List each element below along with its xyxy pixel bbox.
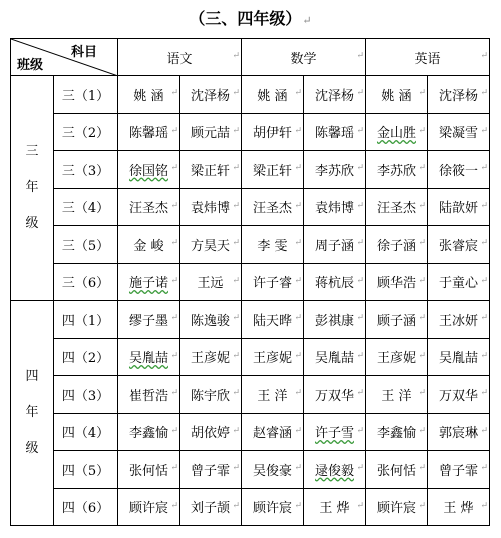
teacher-name: 蒋杭辰: [314, 276, 354, 292]
teacher-name: 徐国铭: [128, 163, 168, 179]
teacher-name: 陆歆妍: [438, 201, 478, 217]
paragraph-mark-icon: ↵: [232, 463, 240, 474]
paragraph-mark-icon: ↵: [302, 14, 312, 27]
teacher-cell: [242, 263, 304, 301]
class-cell: 三（1）: [54, 76, 118, 114]
teacher-cell: [180, 188, 242, 226]
paragraph-mark-icon: ↵: [356, 163, 364, 174]
teacher-name: 金山胜: [376, 126, 416, 142]
teacher-name: 王 洋: [257, 388, 288, 404]
teacher-cell: [428, 413, 490, 451]
subject-header-english: 英语 ↵: [366, 39, 490, 76]
paragraph-mark-icon: ↵: [294, 238, 302, 249]
teacher-name: 吴胤喆: [314, 351, 354, 367]
paragraph-mark-icon: ↵: [170, 88, 178, 99]
teacher-cell: [242, 226, 304, 264]
teacher-name: 胡依婷: [190, 426, 230, 442]
paragraph-mark-icon: ↵: [294, 388, 302, 399]
paragraph-mark-icon: ↵: [170, 388, 178, 399]
teacher-cell: [428, 338, 490, 376]
teacher-name: 李鑫愉: [128, 426, 168, 442]
teacher-name: 梁正轩: [190, 163, 230, 179]
teacher-cell: [304, 263, 366, 301]
paragraph-mark-icon: ↵: [356, 463, 364, 474]
teacher-cell: [366, 488, 428, 526]
paragraph-mark-icon: ↵: [170, 125, 178, 136]
paragraph-mark-icon: ↵: [356, 275, 364, 286]
teacher-name: 沈泽杨: [438, 88, 478, 104]
page-title: [0, 6, 501, 29]
paragraph-mark-icon: ↵: [232, 163, 240, 174]
teacher-name: 顾元喆: [190, 126, 230, 142]
paragraph-mark-icon: ↵: [294, 125, 302, 136]
teacher-cell: [304, 113, 366, 151]
paragraph-mark-icon: ↵: [170, 313, 178, 324]
teacher-cell: [366, 263, 428, 301]
teacher-cell: [304, 451, 366, 489]
corner-header-cell: [11, 39, 118, 76]
paragraph-mark-icon: ↵: [480, 350, 488, 361]
class-cell: 三（3）: [54, 151, 118, 189]
teacher-name: 陈馨瑶: [314, 126, 354, 142]
paragraph-mark-icon: ↵: [170, 163, 178, 174]
paragraph-mark-icon: ↵: [480, 275, 488, 286]
teacher-cell: [428, 76, 490, 114]
teacher-name: 王彦妮: [376, 351, 416, 367]
teacher-cell: [366, 151, 428, 189]
teacher-cell: [118, 188, 180, 226]
paragraph-mark-icon: ↵: [356, 500, 364, 511]
teacher-cell: [366, 76, 428, 114]
teacher-cell: [304, 226, 366, 264]
teacher-name: 吴俊豪: [252, 463, 292, 479]
paragraph-mark-icon: ↵: [294, 88, 302, 99]
teacher-name: 陈逸骏: [190, 313, 230, 329]
paragraph-mark-icon: ↵: [480, 200, 488, 211]
class-cell: 三（2）: [54, 113, 118, 151]
teacher-name: 袁炜博: [314, 201, 354, 217]
teacher-cell: [118, 263, 180, 301]
teacher-name: 崔哲浩: [128, 388, 168, 404]
teacher-name: 王冰妍: [438, 313, 478, 329]
teacher-cell: [180, 301, 242, 339]
teacher-name: 徐子涵: [376, 238, 416, 254]
teacher-cell: [366, 376, 428, 414]
paragraph-mark-icon: ↵: [232, 125, 240, 136]
teacher-name: 顾许宸: [252, 501, 292, 517]
paragraph-mark-icon: ↵: [232, 388, 240, 399]
paragraph-mark-icon: ↵: [356, 238, 364, 249]
paragraph-mark-icon: ↵: [170, 350, 178, 361]
teacher-cell: [242, 413, 304, 451]
teacher-name: 张何恬: [128, 463, 168, 479]
paragraph-mark-icon: ↵: [294, 313, 302, 324]
paragraph-mark-icon: ↵: [418, 350, 426, 361]
subject-header-chinese: 语文 ↵: [118, 39, 242, 76]
table-row: [11, 413, 490, 451]
teacher-cell: [118, 301, 180, 339]
teacher-cell: [242, 338, 304, 376]
teacher-name: 王彦妮: [190, 351, 230, 367]
class-cell: 三（5）: [54, 226, 118, 264]
table-row: [11, 113, 490, 151]
teacher-name: 顾子涵: [376, 313, 416, 329]
teacher-cell: [180, 488, 242, 526]
teacher-cell: [242, 488, 304, 526]
class-label: 班级: [17, 58, 44, 73]
grade-char: 四: [25, 369, 39, 384]
teacher-name: 姚 涵: [257, 88, 288, 104]
paragraph-mark-icon: ↵: [418, 388, 426, 399]
title-text: （三、四年级）: [189, 9, 302, 28]
grade-label-cell: [11, 301, 54, 526]
grade-char: 级: [25, 441, 39, 456]
teacher-cell: [366, 338, 428, 376]
paragraph-mark-icon: ↵: [480, 125, 488, 136]
teacher-cell: [366, 113, 428, 151]
class-cell: 四（2）: [54, 338, 118, 376]
teacher-name: 周子涵: [314, 238, 354, 254]
paragraph-mark-icon: ↵: [170, 425, 178, 436]
teacher-name: 刘子颉: [190, 501, 230, 517]
paragraph-mark-icon: ↵: [232, 88, 240, 99]
teacher-cell: [118, 113, 180, 151]
paragraph-mark-icon: ↵: [170, 500, 178, 511]
teacher-cell: [304, 301, 366, 339]
paragraph-mark-icon: ↵: [232, 500, 240, 511]
teacher-name: 万双华: [438, 388, 478, 404]
paragraph-mark-icon: ↵: [170, 275, 178, 286]
grade-char: 年: [25, 180, 39, 195]
grade-char: 年: [25, 405, 39, 420]
teacher-name: 汪圣杰: [252, 201, 292, 217]
teacher-cell: [428, 301, 490, 339]
teacher-cell: [242, 301, 304, 339]
teacher-cell: [366, 188, 428, 226]
teacher-cell: [304, 376, 366, 414]
paragraph-mark-icon: ↵: [480, 163, 488, 174]
paragraph-mark-icon: ↵: [294, 163, 302, 174]
teacher-name: 李苏欣: [376, 163, 416, 179]
teacher-cell: [118, 226, 180, 264]
teacher-name: 袁炜博: [190, 201, 230, 217]
teacher-cell: [180, 226, 242, 264]
teacher-cell: [242, 188, 304, 226]
teacher-cell: [180, 263, 242, 301]
paragraph-mark-icon: ↵: [170, 463, 178, 474]
table-row: [11, 376, 490, 414]
paragraph-mark-icon: ↵: [294, 350, 302, 361]
teacher-name: 顾许宸: [128, 501, 168, 517]
teacher-name: 曾子霏: [438, 463, 478, 479]
teacher-name: 逯俊毅: [314, 463, 354, 479]
teacher-cell: [304, 413, 366, 451]
teacher-name: 王 洋: [381, 388, 412, 404]
teacher-cell: [180, 76, 242, 114]
paragraph-mark-icon: ↵: [170, 200, 178, 211]
paragraph-mark-icon: ↵: [480, 425, 488, 436]
table-row: [11, 451, 490, 489]
paragraph-mark-icon: ↵: [294, 200, 302, 211]
teacher-cell: [118, 76, 180, 114]
grade-char: 级: [25, 216, 39, 231]
teacher-name: 徐筱一: [438, 163, 478, 179]
class-cell: 三（4）: [54, 188, 118, 226]
paragraph-mark-icon: ↵: [356, 388, 364, 399]
teacher-cell: [180, 376, 242, 414]
paragraph-mark-icon: ↵: [232, 350, 240, 361]
teacher-cell: [428, 263, 490, 301]
paragraph-mark-icon: ↵: [480, 88, 488, 99]
teacher-name: 汪圣杰: [376, 201, 416, 217]
teacher-name: 沈泽杨: [190, 88, 230, 104]
header-row: [11, 39, 490, 76]
teacher-name: 王 烨: [319, 501, 350, 517]
teacher-cell: [180, 338, 242, 376]
table-row: [11, 188, 490, 226]
class-cell: 四（4）: [54, 413, 118, 451]
teacher-cell: [428, 376, 490, 414]
paragraph-mark-icon: ↵: [170, 238, 178, 249]
table-row: [11, 301, 490, 339]
schedule-table: [10, 38, 490, 526]
teacher-cell: [366, 301, 428, 339]
teacher-name: 万双华: [314, 388, 354, 404]
teacher-cell: [304, 338, 366, 376]
paragraph-mark-icon: ↵: [418, 88, 426, 99]
teacher-cell: [242, 113, 304, 151]
teacher-name: 缪子墨: [128, 313, 168, 329]
grade-char: 三: [25, 144, 39, 159]
paragraph-mark-icon: ↵: [418, 200, 426, 211]
table-row: [11, 338, 490, 376]
paragraph-mark-icon: ↵: [418, 163, 426, 174]
teacher-cell: [180, 451, 242, 489]
paragraph-mark-icon: ↵: [232, 313, 240, 324]
teacher-name: 王彦妮: [252, 351, 292, 367]
paragraph-mark-icon: ↵: [418, 125, 426, 136]
teacher-name: 彭祺康: [314, 313, 354, 329]
grade-body: [11, 76, 490, 526]
teacher-name: 陆天晔: [252, 313, 292, 329]
grade-label-cell: [11, 76, 54, 301]
paragraph-mark-icon: ↵: [480, 238, 488, 249]
subject-label: 科目: [70, 45, 97, 60]
teacher-name: 陈馨瑶: [128, 126, 168, 142]
teacher-name: 梁正轩: [252, 163, 292, 179]
teacher-name: 金 峻: [133, 238, 164, 254]
paragraph-mark-icon: ↵: [418, 313, 426, 324]
teacher-cell: [242, 376, 304, 414]
paragraph-mark-icon: ↵: [294, 500, 302, 511]
teacher-cell: [118, 488, 180, 526]
paragraph-mark-icon: ↵: [294, 425, 302, 436]
teacher-cell: [242, 151, 304, 189]
teacher-name: 郭宸琳: [438, 426, 478, 442]
class-cell: 四（1）: [54, 301, 118, 339]
table-row: [11, 263, 490, 301]
teacher-name: 李 雯: [257, 238, 288, 254]
class-cell: 三（6）: [54, 263, 118, 301]
teacher-name: 沈泽杨: [314, 88, 354, 104]
teacher-name: 吴胤喆: [438, 351, 478, 367]
paragraph-mark-icon: ↵: [294, 463, 302, 474]
paragraph-mark-icon: ↵: [418, 500, 426, 511]
class-cell: 四（6）: [54, 488, 118, 526]
paragraph-mark-icon: ↵: [232, 425, 240, 436]
paragraph-mark-icon: ↵: [356, 350, 364, 361]
teacher-name: 许子睿: [252, 276, 292, 292]
teacher-name: 梁凝雪: [438, 126, 478, 142]
teacher-cell: [366, 451, 428, 489]
teacher-cell: [180, 413, 242, 451]
table-row: [11, 488, 490, 526]
teacher-cell: [304, 488, 366, 526]
teacher-cell: [428, 226, 490, 264]
teacher-cell: [366, 226, 428, 264]
teacher-name: 吴胤喆: [128, 351, 168, 367]
paragraph-mark-icon: ↵: [356, 313, 364, 324]
teacher-cell: [180, 113, 242, 151]
teacher-name: 李苏欣: [314, 163, 354, 179]
teacher-cell: [366, 413, 428, 451]
paragraph-mark-icon: ↵: [480, 500, 488, 511]
teacher-cell: [118, 413, 180, 451]
paragraph-mark-icon: ↵: [418, 425, 426, 436]
teacher-cell: [304, 188, 366, 226]
paragraph-mark-icon: ↵: [232, 275, 240, 286]
paragraph-mark-icon: ↵: [356, 88, 364, 99]
table-row: [11, 76, 490, 114]
paragraph-mark-icon: ↵: [480, 463, 488, 474]
teacher-name: 施子诺: [128, 276, 168, 292]
teacher-cell: [118, 151, 180, 189]
teacher-name: 张睿宸: [438, 238, 478, 254]
table-row: [11, 226, 490, 264]
teacher-name: 许子雪: [314, 426, 354, 442]
teacher-name: 王远: [197, 276, 224, 292]
paragraph-mark-icon: ↵: [480, 313, 488, 324]
teacher-name: 张何恬: [376, 463, 416, 479]
subject-header-math: 数学 ↵: [242, 39, 366, 76]
teacher-cell: [242, 451, 304, 489]
teacher-name: 姚 涵: [133, 88, 164, 104]
teacher-cell: [428, 188, 490, 226]
class-cell: 四（5）: [54, 451, 118, 489]
teacher-name: 汪圣杰: [128, 201, 168, 217]
teacher-name: 顾华浩: [376, 276, 416, 292]
teacher-name: 李鑫愉: [376, 426, 416, 442]
paragraph-mark-icon: ↵: [418, 275, 426, 286]
paragraph-mark-icon: ↵: [232, 200, 240, 211]
teacher-name: 赵睿涵: [252, 426, 292, 442]
teacher-cell: [428, 451, 490, 489]
teacher-name: 胡伊轩: [252, 126, 292, 142]
paragraph-mark-icon: ↵: [418, 463, 426, 474]
teacher-name: 姚 涵: [381, 88, 412, 104]
teacher-cell: [180, 151, 242, 189]
teacher-cell: [428, 113, 490, 151]
teacher-cell: [428, 151, 490, 189]
paragraph-mark-icon: ↵: [356, 125, 364, 136]
teacher-cell: [304, 151, 366, 189]
paragraph-mark-icon: ↵: [232, 238, 240, 249]
teacher-cell: [118, 338, 180, 376]
paragraph-mark-icon: ↵: [418, 238, 426, 249]
teacher-name: 方昊天: [190, 238, 230, 254]
paragraph-mark-icon: ↵: [480, 388, 488, 399]
teacher-name: 于童心: [438, 276, 478, 292]
teacher-cell: [428, 488, 490, 526]
teacher-cell: [304, 76, 366, 114]
teacher-name: 王 烨: [443, 501, 474, 517]
paragraph-mark-icon: ↵: [356, 200, 364, 211]
class-cell: 四（3）: [54, 376, 118, 414]
teacher-name: 曾子霏: [190, 463, 230, 479]
teacher-cell: [118, 451, 180, 489]
teacher-cell: [242, 76, 304, 114]
teacher-name: 陈宇欣: [190, 388, 230, 404]
paragraph-mark-icon: ↵: [294, 275, 302, 286]
teacher-cell: [118, 376, 180, 414]
table-row: [11, 151, 490, 189]
paragraph-mark-icon: ↵: [356, 425, 364, 436]
teacher-name: 顾许宸: [376, 501, 416, 517]
